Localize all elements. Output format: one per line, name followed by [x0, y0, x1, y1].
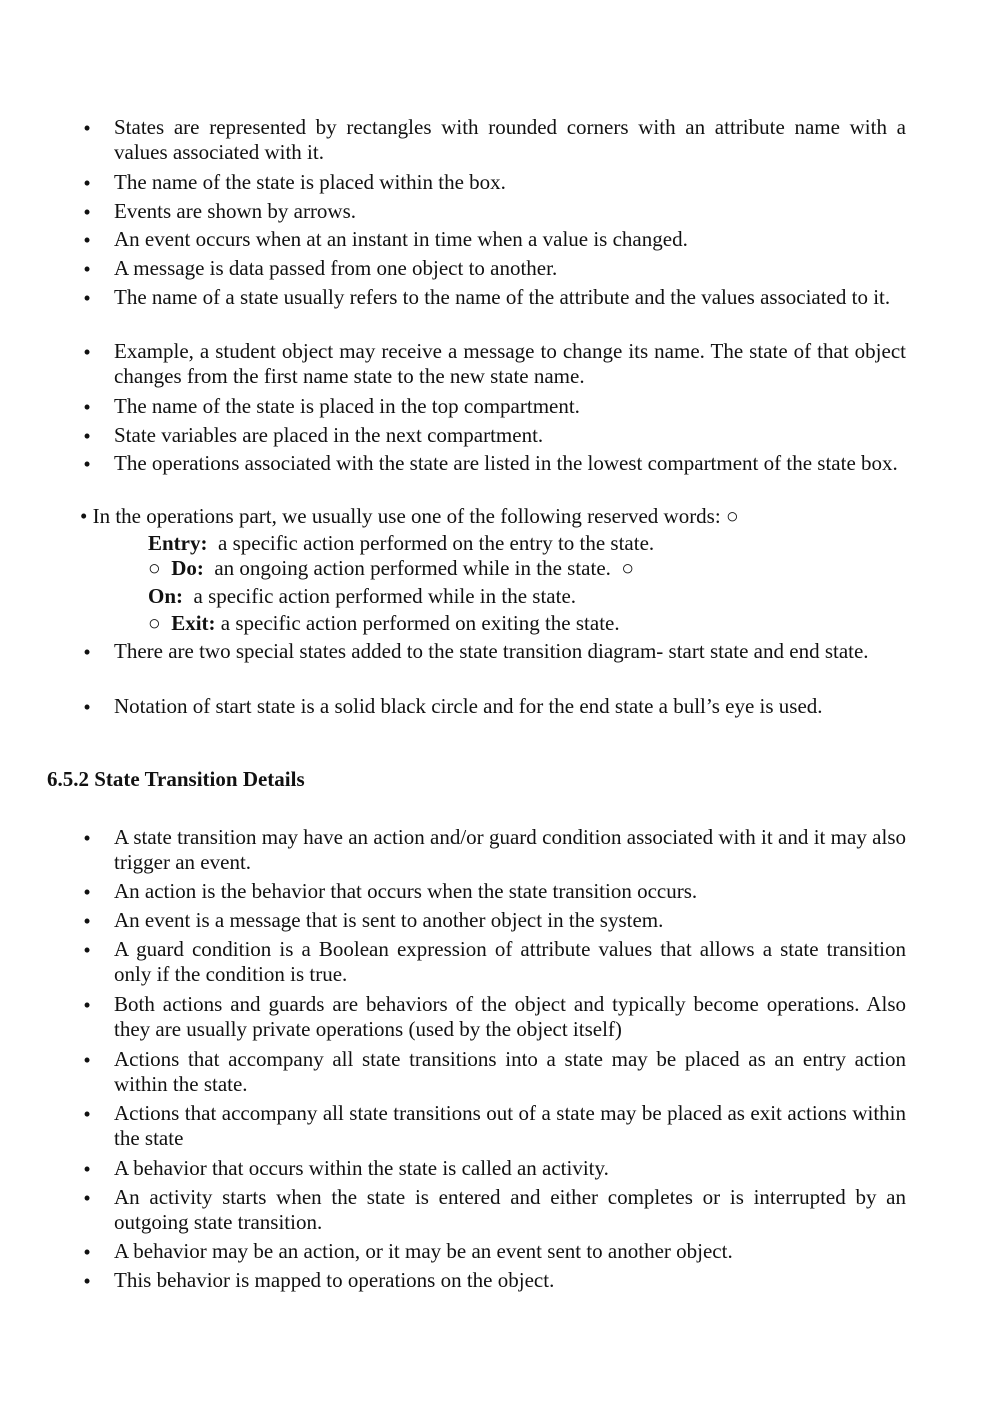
list-item: Notation of start state is a solid black circle and for the end state a bull’s eye is used. — [114, 694, 823, 718]
bullet-marker: • — [83, 228, 91, 252]
bullet-marker: • — [83, 993, 91, 1017]
reserved-do — [148, 556, 634, 580]
bullet-marker: • — [83, 1102, 91, 1126]
reserved-term: On: — [148, 584, 184, 608]
circle-marker: ○ — [725, 504, 739, 528]
list-item: A message is data passed from one object to another. — [114, 256, 558, 280]
list-item: An event occurs when at an instant in time when a value is changed. — [114, 227, 688, 251]
bullet-marker: • — [83, 1240, 91, 1264]
reserved-term: Do: — [171, 556, 204, 580]
bullet-marker: • — [83, 340, 91, 364]
reserved-on — [148, 584, 576, 608]
list-item: State variables are placed in the next compartment. — [114, 423, 544, 447]
list-item: An action is the behavior that occurs when the state transition occurs. — [114, 879, 698, 903]
section-heading: 6.5.2 State Transition Details — [47, 767, 305, 791]
list-item: The name of the state is placed within the box. — [114, 170, 506, 194]
bullet-marker: • — [83, 200, 91, 224]
reserved-entry — [148, 531, 654, 555]
circle-marker: ○ — [148, 611, 161, 635]
bullet-marker: • — [83, 640, 91, 664]
list-item: A state transition may have an action and/or guard condition associated with it and it may also trigger an event. — [114, 825, 906, 874]
list-item: Actions that accompany all state transitions into a state may be placed as an entry action within the state. — [114, 1047, 906, 1096]
bullet-marker: • — [83, 938, 91, 962]
bullet-marker: • — [83, 395, 91, 419]
bullet-marker: • — [83, 257, 91, 281]
reserved-desc: a specific action performed on exiting the state. — [220, 611, 620, 635]
bullet-marker: • — [83, 1157, 91, 1181]
bullet-marker: • — [83, 452, 91, 476]
list-item: There are two special states added to the state transition diagram- start state and end state. — [114, 639, 869, 663]
list-item: Events are shown by arrows. — [114, 199, 357, 223]
bullet-marker: • — [83, 1186, 91, 1210]
list-item: Actions that accompany all state transitions out of a state may be placed as exit actions within the state — [114, 1101, 906, 1150]
list-item: States are represented by rectangles with rounded corners with an attribute name with a values associated with it. — [114, 115, 906, 164]
bullet-marker: • — [83, 424, 91, 448]
reserved-intro: In the operations part, we usually use one of the following reserved words: — [92, 504, 721, 528]
bullet-marker: • — [83, 1269, 91, 1293]
circle-marker: ○ — [621, 556, 635, 580]
reserved-term: Entry: — [148, 531, 208, 555]
reserved-desc: an ongoing action performed while in the state. — [214, 556, 611, 580]
reserved-intro-line — [80, 504, 739, 528]
list-item: The name of the state is placed in the top compartment. — [114, 394, 580, 418]
list-item: The name of a state usually refers to the name of the attribute and the values associated to it. — [114, 285, 891, 309]
reserved-desc: a specific action performed on the entry to the state. — [218, 531, 655, 555]
list-item: A guard condition is a Boolean expression of attribute values that allows a state transition only if the condition is true. — [114, 937, 906, 986]
bullet-marker: • — [83, 171, 91, 195]
circle-marker: ○ — [148, 556, 161, 580]
reserved-exit — [148, 611, 620, 635]
list-item: A behavior may be an action, or it may be an event sent to another object. — [114, 1239, 733, 1263]
bullet-marker: • — [83, 286, 91, 310]
bullet-marker: • — [80, 504, 88, 528]
bullet-marker: • — [83, 695, 91, 719]
reserved-term: Exit: — [171, 611, 216, 635]
bullet-marker: • — [83, 880, 91, 904]
list-item: An event is a message that is sent to another object in the system. — [114, 908, 664, 932]
bullet-marker: • — [83, 116, 91, 140]
list-item: An activity starts when the state is entered and either completes or is interrupted by an outgoing state transition. — [114, 1185, 906, 1234]
list-item: The operations associated with the state are listed in the lowest compartment of the state box. — [114, 451, 898, 475]
bullet-marker: • — [83, 1048, 91, 1072]
list-item: This behavior is mapped to operations on the object. — [114, 1268, 555, 1292]
list-item: A behavior that occurs within the state is called an activity. — [114, 1156, 609, 1180]
list-item: Example, a student object may receive a message to change its name. The state of that object changes from the first name state to the new state name. — [114, 339, 906, 388]
reserved-desc: a specific action performed while in the state. — [193, 584, 577, 608]
bullet-marker: • — [83, 826, 91, 850]
bullet-marker: • — [83, 909, 91, 933]
list-item: Both actions and guards are behaviors of the object and typically become operations. Also they are usually private operations (used by the object itself) — [114, 992, 906, 1041]
